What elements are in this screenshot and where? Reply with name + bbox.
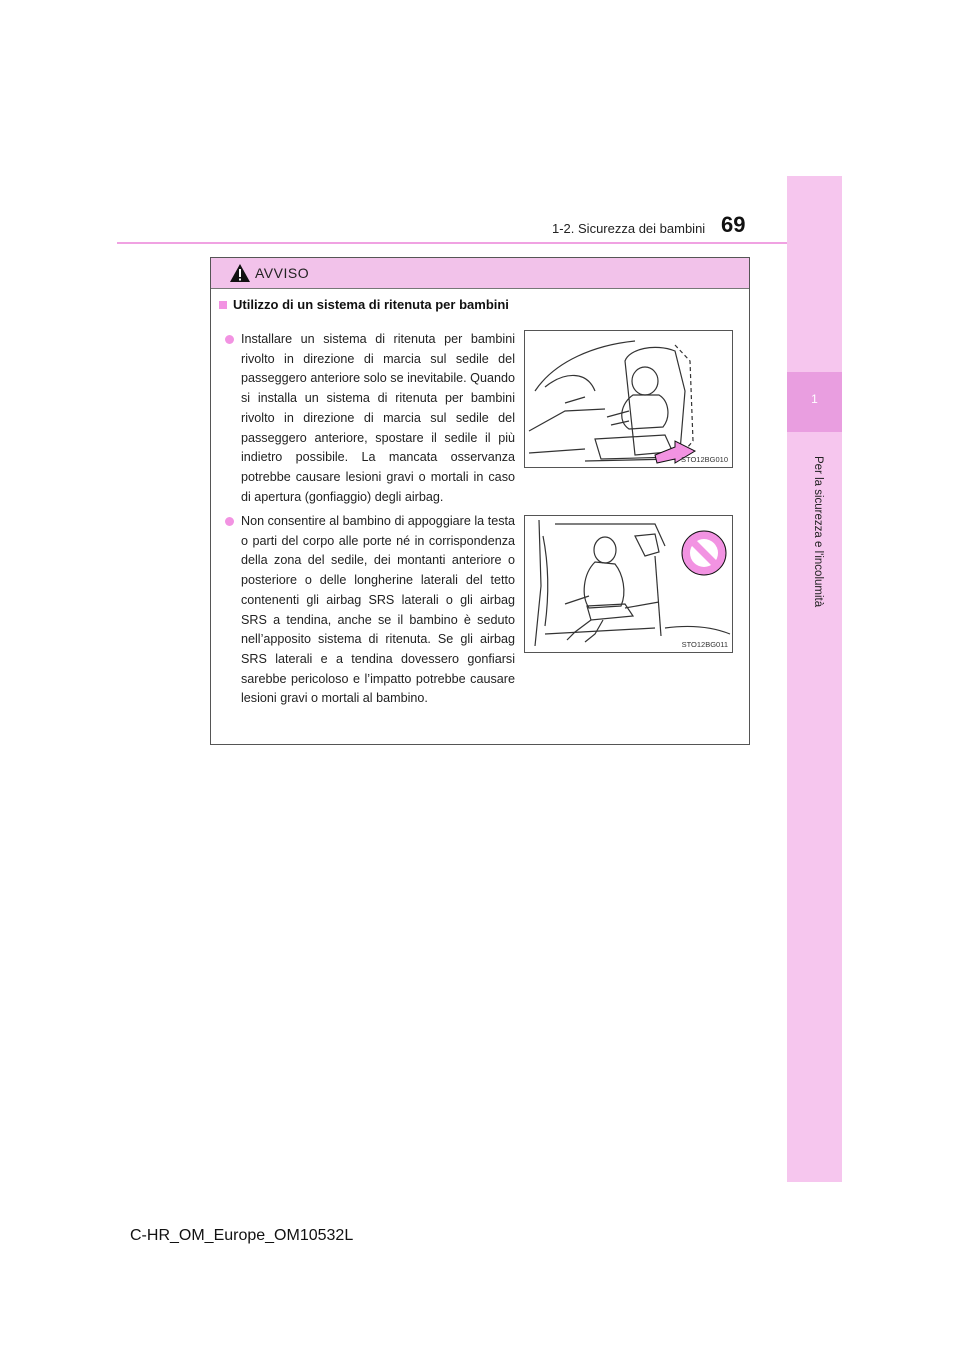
section-title: 1-2. Sicurezza dei bambini <box>552 221 706 236</box>
warning-heading <box>219 297 509 312</box>
chapter-number: 1 <box>811 392 818 406</box>
warning-header <box>211 258 749 289</box>
square-bullet-icon <box>219 301 227 309</box>
figure-code: STO12BG011 <box>681 640 728 649</box>
chapter-number-tab <box>787 372 842 432</box>
warning-item-text: Non consentire al bambino di appoggiare la testa o parti del corpo alle porte né in corrispondenza della zona del sedile, dei montanti anteriore o posteriore o delle longherine laterali del tetto contenenti gli airbag SRS laterali o gli airbag SRS a tendina, anche se il bambino è seduto nell’apposito sistema di ritenuta. Se gli airbag SRS laterali e a tendina dovessero gonfiarsi sarebbe pericoloso e l’impatto potrebbe causare lesioni gravi o mortali al bambino. <box>241 514 515 706</box>
child-seat-front-passenger-illustration <box>525 331 732 467</box>
warning-heading-text: Utilizzo di un sistema di ritenuta per bambini <box>233 297 509 312</box>
child-leaning-illustration <box>524 515 733 653</box>
warning-box <box>210 257 750 745</box>
page-number: 69 <box>721 212 746 237</box>
warning-triangle-icon <box>229 263 251 283</box>
bullet-dot-icon <box>225 335 234 344</box>
forward-facing-seat-illustration <box>524 330 733 468</box>
child-leaning-on-door-illustration <box>525 516 732 652</box>
warning-item-text: Installare un sistema di ritenuta per bambini rivolto in direzione di marcia sul sedile del passeggero anteriore solo se inevitabile. Quando si installa un sistema di ritenuta per bambini rivolto in direzione di marcia sul sedile del passeggero anteriore, spostare il sedile il più indietro possibile. La mancata osservanza potrebbe causare lesioni gravi o mortali in caso di apertura (gonfiaggio) degli airbag. <box>241 332 515 504</box>
figure-code: STO12BG010 <box>681 455 728 464</box>
header-rule <box>117 242 787 244</box>
chapter-side-tab <box>787 176 842 1182</box>
warning-item <box>225 512 515 709</box>
chapter-title: Per la sicurezza e l'incolumità <box>812 456 824 608</box>
bullet-dot-icon <box>225 517 234 526</box>
warning-title: AVVISO <box>255 265 310 281</box>
warning-item <box>225 330 515 507</box>
document-id: C-HR_OM_Europe_OM10532L <box>130 1227 354 1244</box>
